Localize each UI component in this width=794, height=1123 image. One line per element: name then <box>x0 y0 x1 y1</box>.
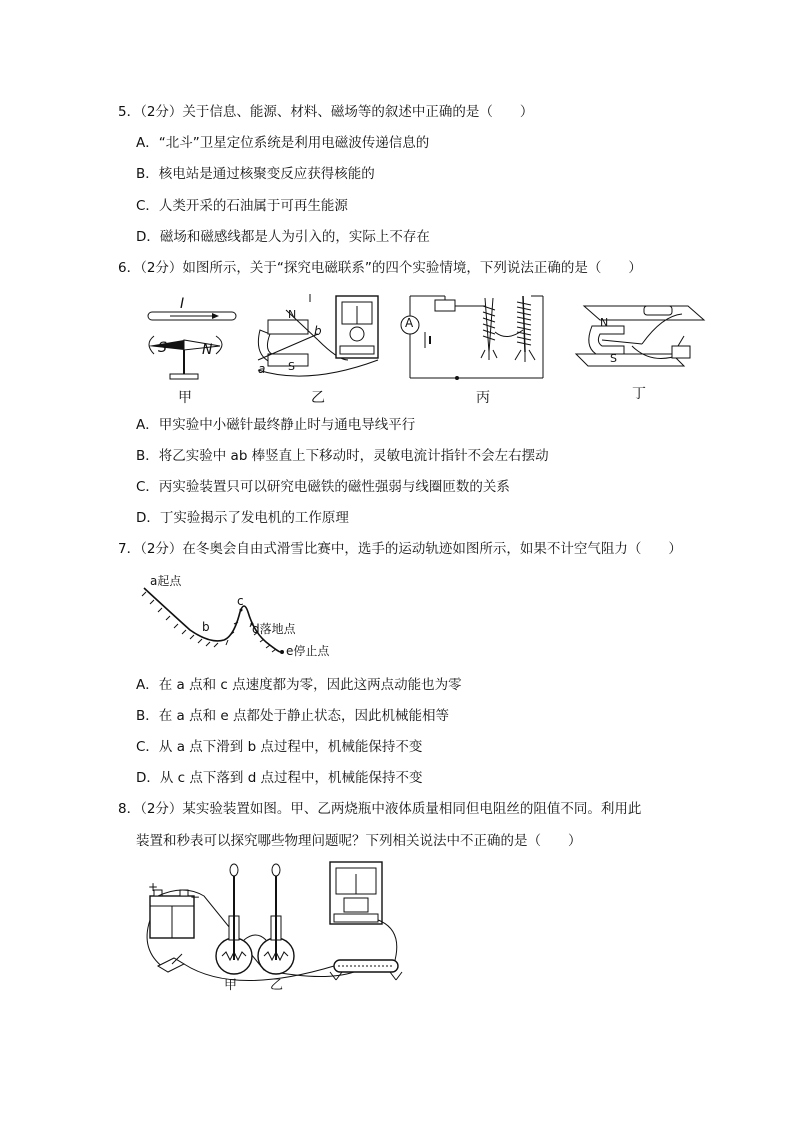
point-a-label: a起点 <box>150 574 182 588</box>
question-6-option-a: A．甲实验中小磁针最终静止时与通电导线平行 <box>136 417 416 433</box>
rod-a-label: a <box>258 362 266 376</box>
point-d-label: d落地点 <box>252 622 296 636</box>
flask-yi-label: 乙 <box>270 978 284 993</box>
yi-south-label: S <box>288 360 295 373</box>
question-7-stem: 7．（2分）在冬奥会自由式滑雪比赛中，选手的运动轨迹如图所示，如果不计空气阻力（ ） <box>118 541 682 557</box>
question-5-stem: 5．（2分）关于信息、能源、材料、磁场等的叙述中正确的是（ ） <box>118 104 534 120</box>
figure-jia-compass-wire <box>140 298 240 384</box>
question-6-stem: 6．（2分）如图所示，关于“探究电磁联系”的四个实验情境，下列说法正确的是（ ） <box>118 260 642 276</box>
figure-yi-induction <box>248 290 388 386</box>
figure-label-ding: 丁 <box>632 386 646 402</box>
question-7-option-a: A．在 a 点和 c 点速度都为零，因此这两点动能也为零 <box>136 677 462 693</box>
needle-south-label: S <box>158 340 167 356</box>
question-5-option-a: A．“北斗”卫星定位系统是利用电磁波传递信息的 <box>136 135 430 151</box>
ding-south-label: S <box>610 352 617 365</box>
figure-ding-motor <box>572 296 708 376</box>
question-8-stem-line-2: 装置和秒表可以探究哪些物理问题呢？下列相关说法中不正确的是（ ） <box>136 833 582 849</box>
rod-b-label: b <box>314 324 322 338</box>
point-b-label: b <box>202 620 210 634</box>
battery-plus-label: + <box>148 880 159 894</box>
figure-label-bing: 丙 <box>476 390 490 406</box>
figure-label-yi: 乙 <box>311 390 325 406</box>
question-5-option-d: D．磁场和磁感线都是人为引入的，实际上不存在 <box>136 229 430 245</box>
question-5-option-b: B．核电站是通过核聚变反应获得核能的 <box>136 166 375 182</box>
point-c-label: c <box>237 594 244 608</box>
question-7-option-b: B．在 a 点和 e 点都处于静止状态，因此机械能相等 <box>136 708 450 724</box>
figure-joule-heating <box>144 860 424 993</box>
question-7-option-d: D．从 c 点下落到 d 点过程中，机械能保持不变 <box>136 770 423 786</box>
question-8-stem-line-1: 8．（2分）某实验装置如图。甲、乙两烧瓶中液体质量相同但电阻丝的阻值不同。利用此 <box>118 801 642 817</box>
battery-minus-label: − <box>190 890 201 904</box>
question-5-option-c: C．人类开采的石油属于可再生能源 <box>136 198 348 214</box>
question-6-option-c: C．丙实验装置只可以研究电磁铁的磁性强弱与线圈匝数的关系 <box>136 479 510 495</box>
figure-label-jia: 甲 <box>178 390 192 406</box>
flask-jia-label: 甲 <box>224 978 238 993</box>
needle-north-label: N <box>202 342 213 358</box>
point-e-label: e停止点 <box>286 644 330 658</box>
figure-ski-trajectory <box>140 572 340 664</box>
ammeter-label: A <box>405 316 414 330</box>
current-label: I <box>180 296 185 312</box>
question-6-option-b: B．将乙实验中 ab 棒竖直上下移动时，灵敏电流计指针不会左右摆动 <box>136 448 549 464</box>
ding-north-label: N <box>600 316 609 329</box>
question-6-option-d: D．丁实验揭示了发电机的工作原理 <box>136 510 349 526</box>
question-7-option-c: C．从 a 点下滑到 b 点过程中，机械能保持不变 <box>136 739 423 755</box>
figure-bing-electromagnet <box>397 292 549 384</box>
yi-north-label: N <box>288 308 297 321</box>
